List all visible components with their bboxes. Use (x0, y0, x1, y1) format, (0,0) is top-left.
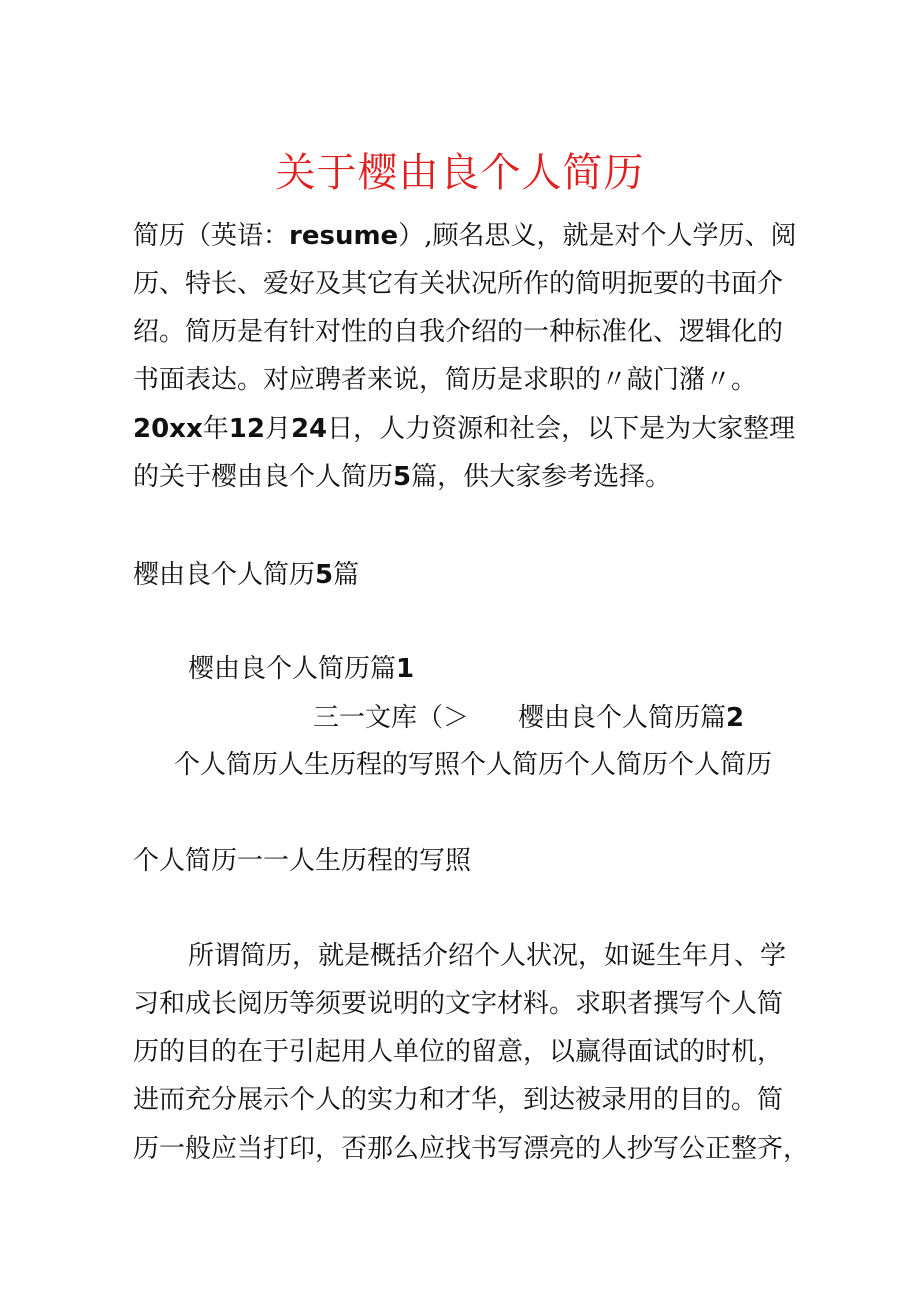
intro-line-4: 书面表达。对应聘者来说，简历是求职的〃敲门潴〃。 (133, 365, 758, 395)
toc-keywords: 个人简历人生历程的写照个人简历个人简历个人简历 (174, 750, 773, 780)
toc-item-2 (518, 700, 744, 736)
day-value: 24 (290, 414, 328, 444)
toc-item-number: 2 (726, 703, 745, 733)
document-title: 关于樱由良个人简历 (275, 150, 645, 196)
body-line-5: 历一般应当打印，否那么应找书写漂亮的人抄写公正整齐， (133, 1134, 810, 1164)
count-value: 5 (393, 462, 412, 492)
intro-text: 篇，供大家参考选择。 (411, 462, 672, 492)
toc-item-label: 樱由良个人简历篇 (188, 654, 397, 684)
month-value: 12 (228, 414, 265, 444)
section-heading-text: 篇 (333, 560, 360, 590)
body-line-4: 进而充分展示个人的实力和才华，到达被录用的目的。简 (133, 1085, 784, 1115)
intro-line-3: 绍。简历是有针对性的自我介绍的一种标准化、逻辑化的 (133, 317, 784, 347)
intro-text: 日，人力资源和社会，以下是为大家整理 (327, 414, 796, 444)
toc-item-number: 1 (396, 654, 415, 684)
body-line-2: 习和成长阅历等须要说明的文字材料。求职者撰写个人简 (133, 989, 784, 1019)
intro-text: 顾名思义，就是对个人学历、阅 (432, 221, 797, 251)
intro-text: 的关于樱由良个人简历 (133, 462, 394, 492)
intro-line-1 (133, 218, 796, 254)
body-line-3: 历的目的在于引起用人单位的留意，以赢得面试的时机， (133, 1037, 784, 1067)
intro-line-2: 历、特长、爱好及其它有关状况所作的简明扼要的书面介 (133, 269, 784, 299)
toc-source: 三一文库（＞ (313, 703, 470, 733)
intro-text: 简历（英语： (133, 221, 290, 251)
year-value: 20xx (133, 414, 203, 444)
toc-item-1 (188, 651, 414, 687)
subheading: 个人简历一一人生历程的写照 (133, 846, 472, 876)
section-heading (133, 557, 359, 593)
intro-text: 月 (264, 414, 291, 444)
body-line-1: 所谓简历，就是概括介绍个人状况，如诞生年月、学 (188, 941, 787, 971)
resume-word: resume (289, 221, 399, 251)
intro-text: 年 (202, 414, 229, 444)
toc-item-label: 樱由良个人简历篇 (518, 703, 727, 733)
section-heading-text: 樱由良个人简历 (133, 560, 316, 590)
section-count: 5 (315, 560, 334, 590)
intro-line-5 (133, 411, 795, 447)
intro-line-6 (133, 459, 671, 495)
intro-text: ）, (398, 221, 433, 251)
